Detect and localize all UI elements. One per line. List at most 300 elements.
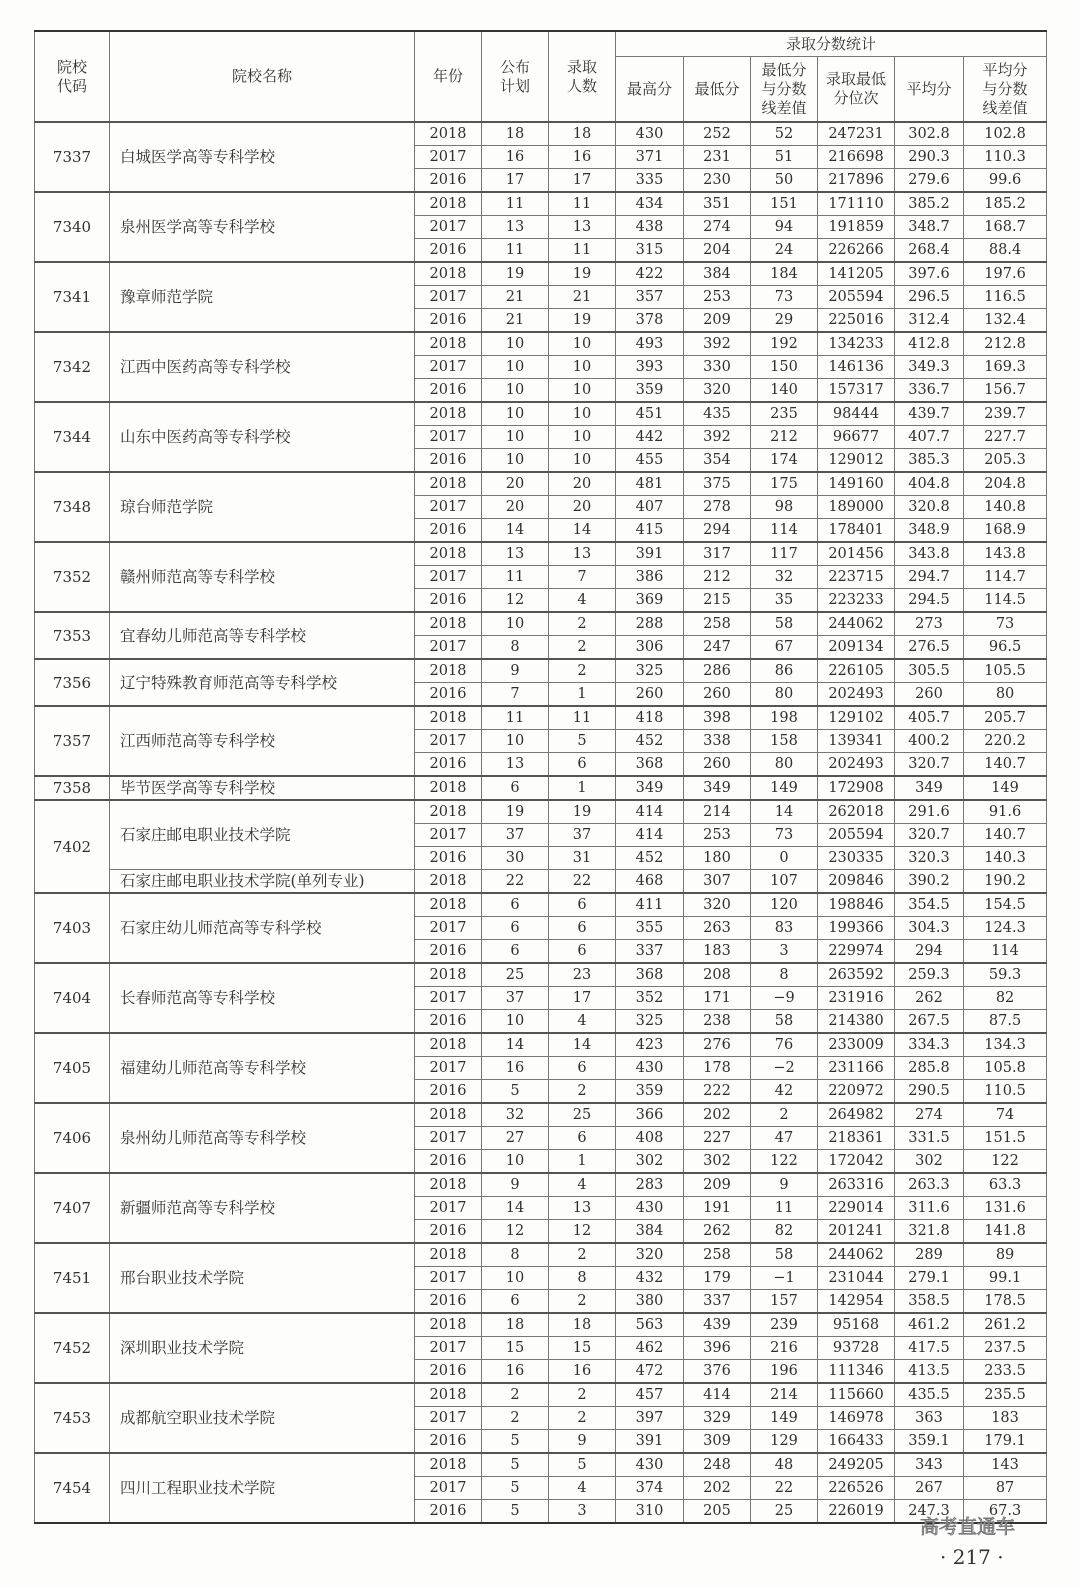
header-avg-diff: 平均分 与分数 线差值 xyxy=(964,57,1047,123)
school-code: 7340 xyxy=(35,192,110,262)
cell-min-rank: 111346 xyxy=(818,1360,895,1384)
cell-min-score: 171 xyxy=(684,987,751,1010)
cell-max-score: 369 xyxy=(616,589,684,613)
table-row xyxy=(35,1033,1047,1057)
header-max: 最高分 xyxy=(616,57,684,123)
cell-admitted: 2 xyxy=(549,1407,616,1430)
cell-year: 2018 xyxy=(415,800,482,824)
cell-min-score: 227 xyxy=(684,1127,751,1150)
cell-min-rank: 231044 xyxy=(818,1267,895,1290)
cell-year: 2016 xyxy=(415,1500,482,1524)
cell-min-rank: 201241 xyxy=(818,1220,895,1244)
cell-min-rank: 129102 xyxy=(818,706,895,730)
cell-year: 2017 xyxy=(415,1127,482,1150)
cell-avg-score: 336.7 xyxy=(895,379,964,403)
table-row xyxy=(35,262,1047,286)
cell-avg-diff: 80 xyxy=(964,683,1047,707)
cell-min-rank: 226266 xyxy=(818,239,895,263)
cell-avg-score: 268.4 xyxy=(895,239,964,263)
cell-year: 2017 xyxy=(415,1197,482,1220)
cell-min-score: 376 xyxy=(684,1360,751,1384)
cell-plan: 10 xyxy=(482,1267,549,1290)
cell-avg-score: 289 xyxy=(895,1243,964,1267)
cell-min-score: 435 xyxy=(684,402,751,426)
school-name: 白城医学高等专科学校 xyxy=(110,122,415,192)
school-name: 琼台师范学院 xyxy=(110,472,415,542)
cell-min-rank: 146978 xyxy=(818,1407,895,1430)
cell-min-score: 384 xyxy=(684,262,751,286)
cell-min-score: 209 xyxy=(684,309,751,333)
cell-avg-diff: 151.5 xyxy=(964,1127,1047,1150)
cell-min-rank: 225016 xyxy=(818,309,895,333)
cell-min-rank: 202493 xyxy=(818,683,895,707)
cell-min-diff: 196 xyxy=(751,1360,818,1384)
cell-min-rank: 209846 xyxy=(818,870,895,894)
cell-min-score: 215 xyxy=(684,589,751,613)
cell-year: 2016 xyxy=(415,940,482,964)
cell-admitted: 18 xyxy=(549,1313,616,1337)
table-row xyxy=(35,192,1047,216)
cell-year: 2017 xyxy=(415,426,482,449)
cell-admitted: 1 xyxy=(549,683,616,707)
cell-min-diff: 52 xyxy=(751,122,818,146)
cell-avg-score: 260 xyxy=(895,683,964,707)
cell-avg-diff: 91.6 xyxy=(964,800,1047,824)
cell-avg-score: 439.7 xyxy=(895,402,964,426)
cell-admitted: 19 xyxy=(549,262,616,286)
cell-min-rank: 178401 xyxy=(818,519,895,543)
cell-admitted: 10 xyxy=(549,356,616,379)
cell-avg-score: 320.3 xyxy=(895,847,964,870)
cell-avg-diff: 237.5 xyxy=(964,1337,1047,1360)
cell-max-score: 374 xyxy=(616,1477,684,1500)
table-row xyxy=(35,472,1047,496)
cell-min-diff: 67 xyxy=(751,636,818,660)
admission-score-table xyxy=(34,30,1047,1524)
cell-min-rank: 172908 xyxy=(818,776,895,800)
cell-avg-score: 400.2 xyxy=(895,730,964,753)
cell-min-score: 180 xyxy=(684,847,751,870)
cell-year: 2016 xyxy=(415,753,482,777)
cell-max-score: 368 xyxy=(616,753,684,777)
cell-year: 2016 xyxy=(415,847,482,870)
cell-admitted: 6 xyxy=(549,753,616,777)
cell-plan: 7 xyxy=(482,683,549,707)
school-name: 辽宁特殊教育师范高等专科学校 xyxy=(110,659,415,706)
cell-min-score: 208 xyxy=(684,963,751,987)
cell-plan: 37 xyxy=(482,987,549,1010)
cell-min-score: 202 xyxy=(684,1477,751,1500)
cell-avg-score: 363 xyxy=(895,1407,964,1430)
cell-admitted: 15 xyxy=(549,1337,616,1360)
cell-plan: 17 xyxy=(482,169,549,193)
cell-min-rank: 263316 xyxy=(818,1173,895,1197)
cell-max-score: 335 xyxy=(616,169,684,193)
cell-min-score: 209 xyxy=(684,1173,751,1197)
cell-admitted: 5 xyxy=(549,730,616,753)
cell-avg-score: 247.3 xyxy=(895,1500,964,1524)
cell-avg-score: 279.6 xyxy=(895,169,964,193)
cell-plan: 14 xyxy=(482,1197,549,1220)
cell-min-rank: 216698 xyxy=(818,146,895,169)
page-number: · 217 · xyxy=(940,1545,1004,1569)
cell-year: 2016 xyxy=(415,1080,482,1104)
cell-plan: 5 xyxy=(482,1453,549,1477)
cell-avg-score: 259.3 xyxy=(895,963,964,987)
cell-admitted: 2 xyxy=(549,659,616,683)
cell-year: 2018 xyxy=(415,1243,482,1267)
cell-plan: 16 xyxy=(482,1057,549,1080)
cell-avg-score: 331.5 xyxy=(895,1127,964,1150)
cell-plan: 10 xyxy=(482,379,549,403)
cell-year: 2018 xyxy=(415,706,482,730)
school-code: 7452 xyxy=(35,1313,110,1383)
school-name: 泉州幼儿师范高等专科学校 xyxy=(110,1103,415,1173)
cell-min-score: 202 xyxy=(684,1103,751,1127)
cell-min-rank: 205594 xyxy=(818,824,895,847)
cell-admitted: 31 xyxy=(549,847,616,870)
table-row xyxy=(35,1103,1047,1127)
school-code: 7348 xyxy=(35,472,110,542)
cell-min-score: 248 xyxy=(684,1453,751,1477)
header-year: 年份 xyxy=(415,31,482,122)
cell-admitted: 1 xyxy=(549,776,616,800)
table-row xyxy=(35,963,1047,987)
cell-admitted: 20 xyxy=(549,496,616,519)
cell-max-score: 366 xyxy=(616,1103,684,1127)
cell-max-score: 418 xyxy=(616,706,684,730)
watermark: 高考直通车 xyxy=(920,1516,1016,1538)
cell-max-score: 442 xyxy=(616,426,684,449)
school-name: 泉州医学高等专科学校 xyxy=(110,192,415,262)
cell-admitted: 22 xyxy=(549,870,616,894)
cell-min-score: 317 xyxy=(684,542,751,566)
cell-avg-diff: 67.3 xyxy=(964,1500,1047,1524)
cell-admitted: 4 xyxy=(549,1477,616,1500)
cell-min-score: 253 xyxy=(684,824,751,847)
cell-min-diff: 50 xyxy=(751,169,818,193)
header-admitted: 录取 人数 xyxy=(549,31,616,122)
cell-plan: 27 xyxy=(482,1127,549,1150)
cell-avg-score: 290.3 xyxy=(895,146,964,169)
cell-max-score: 457 xyxy=(616,1383,684,1407)
table-row xyxy=(35,402,1047,426)
school-code: 7341 xyxy=(35,262,110,332)
cell-max-score: 393 xyxy=(616,356,684,379)
cell-min-score: 252 xyxy=(684,122,751,146)
school-code: 7407 xyxy=(35,1173,110,1243)
cell-min-diff: 235 xyxy=(751,402,818,426)
cell-min-diff: 140 xyxy=(751,379,818,403)
cell-admitted: 12 xyxy=(549,1220,616,1244)
table-row xyxy=(35,1383,1047,1407)
cell-min-diff: 120 xyxy=(751,893,818,917)
cell-avg-diff: 154.5 xyxy=(964,893,1047,917)
cell-min-score: 338 xyxy=(684,730,751,753)
cell-plan: 10 xyxy=(482,612,549,636)
cell-avg-diff: 63.3 xyxy=(964,1173,1047,1197)
cell-avg-score: 267 xyxy=(895,1477,964,1500)
cell-plan: 19 xyxy=(482,262,549,286)
header-min: 最低分 xyxy=(684,57,751,123)
cell-admitted: 11 xyxy=(549,192,616,216)
cell-plan: 21 xyxy=(482,309,549,333)
cell-min-diff: 73 xyxy=(751,286,818,309)
cell-max-score: 359 xyxy=(616,379,684,403)
cell-plan: 10 xyxy=(482,402,549,426)
table-row xyxy=(35,542,1047,566)
cell-min-rank: 229974 xyxy=(818,940,895,964)
cell-plan: 5 xyxy=(482,1080,549,1104)
school-code: 7404 xyxy=(35,963,110,1033)
cell-admitted: 17 xyxy=(549,987,616,1010)
cell-max-score: 352 xyxy=(616,987,684,1010)
cell-min-diff: 32 xyxy=(751,566,818,589)
cell-max-score: 359 xyxy=(616,1080,684,1104)
cell-min-diff: 83 xyxy=(751,917,818,940)
cell-min-diff: 29 xyxy=(751,309,818,333)
cell-avg-diff: 227.7 xyxy=(964,426,1047,449)
cell-min-diff: 58 xyxy=(751,1010,818,1034)
cell-year: 2016 xyxy=(415,239,482,263)
cell-avg-diff: 233.5 xyxy=(964,1360,1047,1384)
school-name: 成都航空职业技术学院 xyxy=(110,1383,415,1453)
cell-year: 2018 xyxy=(415,472,482,496)
cell-min-diff: 86 xyxy=(751,659,818,683)
cell-plan: 10 xyxy=(482,730,549,753)
cell-min-rank: 98444 xyxy=(818,402,895,426)
cell-min-score: 392 xyxy=(684,426,751,449)
cell-avg-score: 312.4 xyxy=(895,309,964,333)
cell-max-score: 415 xyxy=(616,519,684,543)
cell-avg-score: 262 xyxy=(895,987,964,1010)
cell-min-rank: 214380 xyxy=(818,1010,895,1034)
cell-min-rank: 172042 xyxy=(818,1150,895,1174)
cell-plan: 10 xyxy=(482,1010,549,1034)
cell-avg-diff: 96.5 xyxy=(964,636,1047,660)
cell-admitted: 14 xyxy=(549,519,616,543)
cell-admitted: 25 xyxy=(549,1103,616,1127)
header-name: 院校名称 xyxy=(110,31,415,122)
cell-year: 2018 xyxy=(415,122,482,146)
cell-avg-score: 291.6 xyxy=(895,800,964,824)
cell-avg-score: 348.9 xyxy=(895,519,964,543)
cell-min-diff: 35 xyxy=(751,589,818,613)
cell-year: 2018 xyxy=(415,893,482,917)
cell-year: 2017 xyxy=(415,1267,482,1290)
cell-year: 2017 xyxy=(415,1057,482,1080)
cell-min-diff: 11 xyxy=(751,1197,818,1220)
cell-avg-score: 412.8 xyxy=(895,332,964,356)
cell-admitted: 19 xyxy=(549,800,616,824)
cell-avg-score: 385.3 xyxy=(895,449,964,473)
cell-min-diff: 0 xyxy=(751,847,818,870)
cell-plan: 14 xyxy=(482,1033,549,1057)
cell-min-diff: 22 xyxy=(751,1477,818,1500)
cell-plan: 18 xyxy=(482,122,549,146)
cell-min-score: 260 xyxy=(684,683,751,707)
cell-avg-diff: 178.5 xyxy=(964,1290,1047,1314)
cell-max-score: 320 xyxy=(616,1243,684,1267)
cell-plan: 10 xyxy=(482,426,549,449)
cell-min-score: 258 xyxy=(684,1243,751,1267)
cell-max-score: 422 xyxy=(616,262,684,286)
cell-max-score: 391 xyxy=(616,1430,684,1454)
school-name: 山东中医药高等专科学校 xyxy=(110,402,415,472)
cell-plan: 18 xyxy=(482,1313,549,1337)
cell-min-score: 262 xyxy=(684,1220,751,1244)
cell-avg-diff: 87 xyxy=(964,1477,1047,1500)
cell-max-score: 368 xyxy=(616,963,684,987)
cell-avg-score: 413.5 xyxy=(895,1360,964,1384)
cell-avg-score: 294 xyxy=(895,940,964,964)
cell-min-diff: 150 xyxy=(751,356,818,379)
cell-plan: 10 xyxy=(482,332,549,356)
cell-avg-diff: 114.7 xyxy=(964,566,1047,589)
cell-year: 2017 xyxy=(415,1407,482,1430)
cell-min-score: 230 xyxy=(684,169,751,193)
cell-min-score: 396 xyxy=(684,1337,751,1360)
cell-avg-diff: 140.7 xyxy=(964,824,1047,847)
cell-plan: 14 xyxy=(482,519,549,543)
school-name: 江西师范高等专科学校 xyxy=(110,706,415,776)
cell-max-score: 411 xyxy=(616,893,684,917)
cell-max-score: 384 xyxy=(616,1220,684,1244)
cell-max-score: 414 xyxy=(616,824,684,847)
cell-min-rank: 157317 xyxy=(818,379,895,403)
cell-avg-diff: 197.6 xyxy=(964,262,1047,286)
cell-avg-diff: 140.7 xyxy=(964,753,1047,777)
cell-min-rank: 96677 xyxy=(818,426,895,449)
cell-admitted: 18 xyxy=(549,122,616,146)
cell-max-score: 481 xyxy=(616,472,684,496)
cell-avg-diff: 114.5 xyxy=(964,589,1047,613)
cell-avg-score: 417.5 xyxy=(895,1337,964,1360)
cell-min-score: 294 xyxy=(684,519,751,543)
cell-avg-diff: 82 xyxy=(964,987,1047,1010)
cell-min-rank: 149160 xyxy=(818,472,895,496)
cell-max-score: 423 xyxy=(616,1033,684,1057)
cell-admitted: 13 xyxy=(549,542,616,566)
cell-min-diff: 129 xyxy=(751,1430,818,1454)
cell-plan: 10 xyxy=(482,449,549,473)
cell-min-rank: 95168 xyxy=(818,1313,895,1337)
cell-min-rank: 198846 xyxy=(818,893,895,917)
school-code: 7454 xyxy=(35,1453,110,1523)
cell-year: 2016 xyxy=(415,309,482,333)
cell-year: 2016 xyxy=(415,169,482,193)
cell-admitted: 6 xyxy=(549,893,616,917)
cell-min-diff: 122 xyxy=(751,1150,818,1174)
cell-year: 2018 xyxy=(415,1313,482,1337)
cell-avg-score: 302 xyxy=(895,1150,964,1174)
cell-max-score: 430 xyxy=(616,122,684,146)
cell-min-diff: 51 xyxy=(751,146,818,169)
cell-admitted: 6 xyxy=(549,1127,616,1150)
cell-plan: 16 xyxy=(482,1360,549,1384)
cell-year: 2017 xyxy=(415,146,482,169)
cell-avg-diff: 168.7 xyxy=(964,216,1047,239)
cell-avg-diff: 110.3 xyxy=(964,146,1047,169)
cell-avg-diff: 131.6 xyxy=(964,1197,1047,1220)
school-code: 7405 xyxy=(35,1033,110,1103)
school-name: 毕节医学高等专科学校 xyxy=(110,776,415,800)
cell-avg-diff: 110.5 xyxy=(964,1080,1047,1104)
cell-avg-diff: 141.8 xyxy=(964,1220,1047,1244)
cell-avg-diff: 183 xyxy=(964,1407,1047,1430)
cell-plan: 9 xyxy=(482,1173,549,1197)
cell-min-score: 302 xyxy=(684,1150,751,1174)
cell-avg-diff: 168.9 xyxy=(964,519,1047,543)
cell-min-rank: 230335 xyxy=(818,847,895,870)
cell-plan: 6 xyxy=(482,917,549,940)
cell-plan: 15 xyxy=(482,1337,549,1360)
table-row xyxy=(35,1173,1047,1197)
cell-max-score: 434 xyxy=(616,192,684,216)
cell-avg-score: 274 xyxy=(895,1103,964,1127)
cell-plan: 12 xyxy=(482,1220,549,1244)
cell-avg-diff: 190.2 xyxy=(964,870,1047,894)
cell-avg-diff: 132.4 xyxy=(964,309,1047,333)
cell-avg-diff: 122 xyxy=(964,1150,1047,1174)
cell-avg-score: 407.7 xyxy=(895,426,964,449)
cell-avg-score: 343 xyxy=(895,1453,964,1477)
cell-max-score: 451 xyxy=(616,402,684,426)
cell-min-score: 349 xyxy=(684,776,751,800)
cell-avg-score: 267.5 xyxy=(895,1010,964,1034)
cell-min-diff: 58 xyxy=(751,1243,818,1267)
cell-admitted: 4 xyxy=(549,1173,616,1197)
cell-plan: 5 xyxy=(482,1430,549,1454)
cell-min-rank: 226105 xyxy=(818,659,895,683)
school-code: 7453 xyxy=(35,1383,110,1453)
cell-avg-score: 343.8 xyxy=(895,542,964,566)
cell-max-score: 462 xyxy=(616,1337,684,1360)
cell-avg-score: 294.5 xyxy=(895,589,964,613)
cell-min-rank: 244062 xyxy=(818,1243,895,1267)
school-code: 7402 xyxy=(35,800,110,893)
cell-avg-score: 405.7 xyxy=(895,706,964,730)
cell-year: 2018 xyxy=(415,1173,482,1197)
cell-year: 2016 xyxy=(415,1430,482,1454)
cell-avg-score: 285.8 xyxy=(895,1057,964,1080)
cell-year: 2016 xyxy=(415,589,482,613)
cell-max-score: 438 xyxy=(616,216,684,239)
cell-min-rank: 171110 xyxy=(818,192,895,216)
cell-min-score: 178 xyxy=(684,1057,751,1080)
cell-avg-score: 304.3 xyxy=(895,917,964,940)
cell-year: 2018 xyxy=(415,1033,482,1057)
cell-min-rank: 202493 xyxy=(818,753,895,777)
cell-min-rank: 191859 xyxy=(818,216,895,239)
cell-avg-score: 358.5 xyxy=(895,1290,964,1314)
cell-min-score: 337 xyxy=(684,1290,751,1314)
cell-admitted: 2 xyxy=(549,1243,616,1267)
cell-avg-diff: 205.3 xyxy=(964,449,1047,473)
cell-plan: 8 xyxy=(482,1243,549,1267)
cell-min-score: 274 xyxy=(684,216,751,239)
cell-plan: 8 xyxy=(482,636,549,660)
cell-min-score: 258 xyxy=(684,612,751,636)
cell-min-rank: 134233 xyxy=(818,332,895,356)
cell-admitted: 21 xyxy=(549,286,616,309)
cell-year: 2018 xyxy=(415,1103,482,1127)
cell-avg-diff: 140.8 xyxy=(964,496,1047,519)
cell-min-score: 439 xyxy=(684,1313,751,1337)
cell-min-rank: 220972 xyxy=(818,1080,895,1104)
cell-min-diff: 214 xyxy=(751,1383,818,1407)
school-code: 7337 xyxy=(35,122,110,192)
